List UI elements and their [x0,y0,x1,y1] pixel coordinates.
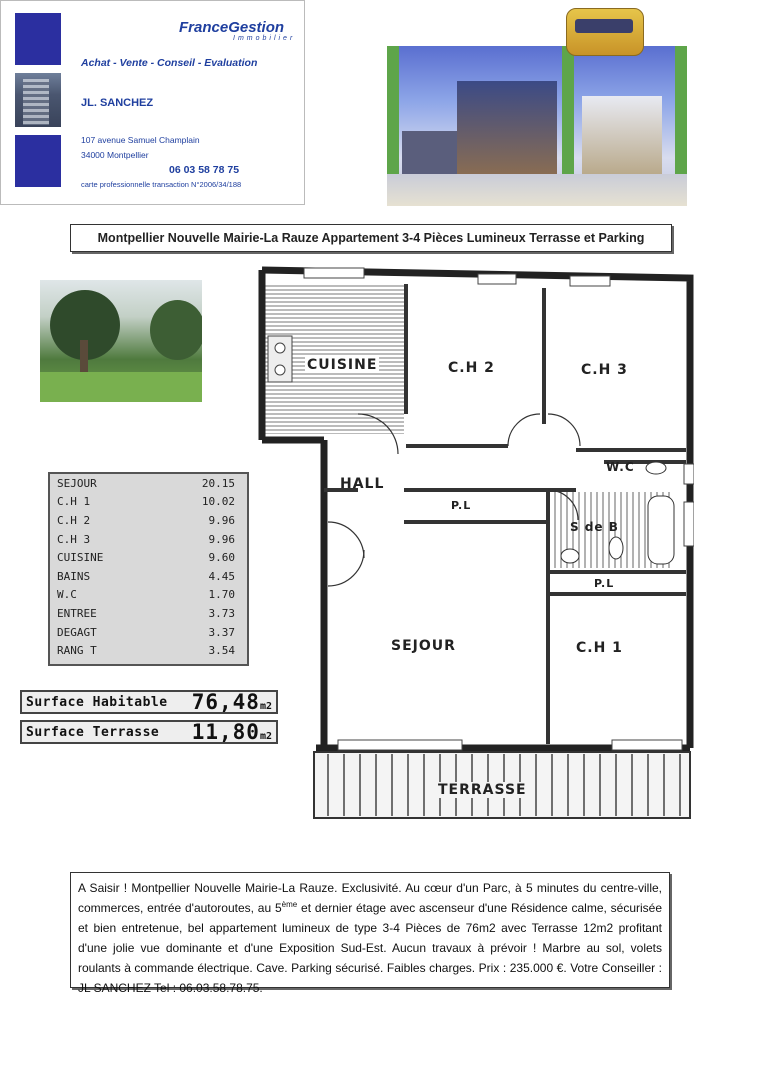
surface-habitable-value: 76,48 [191,690,260,714]
company-logo-sub: Immobilier [233,35,296,42]
floor-plan [258,264,694,822]
surface-unit: m2 [259,701,272,712]
company-logo: FranceGestion [179,19,285,36]
address-line1: 107 avenue Samuel Champlain [81,135,200,145]
surface-terrasse-label: Surface Terrasse [26,724,160,740]
table-row: DEGAGT 3.37 [57,625,235,639]
business-card [0,0,305,205]
listing-description: A Saisir ! Montpellier Nouvelle Mairie-La Rauze. Exclusivité. Au cœur d'un Parc, à 5 minutes du centre-ville, commerces, entrée d'autoroutes, au 5ème et dernier étage avec ascenseur d'une Résidence calme, sécurisée et bien entretenue, bel appartement lumineux de type 3-4 Pièces de 76m2 avec Terrasse 12m2 profitant d'une jolie vue dominante et d'une Exposition Sud-Est. Aucun travaux à prévoir ! Marbre au sol, volets roulants à commande électrique. Cave. Parking sécurisé. Faibles charges. Prix : 235.000 €. Votre Conseiller : JL SANCHEZ Tel : 06.03.58.78.75. [70,872,670,988]
table-row: SEJOUR 20.15 [57,476,235,490]
table-row: C.H 1 10.02 [57,495,235,509]
room-areas-table [48,472,249,666]
listing-title: Montpellier Nouvelle Mairie-La Rauze Appartement 3-4 Pièces Lumineux Terrasse et Parking [70,224,672,252]
plan-label-ch3: C.H 3 [581,362,628,378]
surface-habitable-box [20,690,278,714]
plan-label-sejour: SEJOUR [391,638,456,654]
table-row: W.C 1.70 [57,588,235,602]
surface-terrasse-box [20,720,278,744]
tram-illustration [566,8,644,56]
surface-unit: m2 [259,731,272,742]
plan-label-pl2: P.L [594,577,615,590]
license-number: carte professionnelle transaction N°2006/34/188 [81,180,242,189]
table-row: ENTREE 3.73 [57,606,235,620]
agent-name: JL. SANCHEZ [81,97,154,109]
surface-terrasse-value: 11,80 [191,720,260,744]
table-row: RANG T 3.54 [57,644,235,658]
plan-label-ch2: C.H 2 [448,360,495,376]
address-line2: 34000 Montpellier [81,150,149,160]
card-building-photo [15,73,61,127]
table-row: CUISINE 9.60 [57,551,235,565]
plan-label-wc: W.C [606,460,635,474]
plan-label-cuisine: CUISINE [307,357,378,373]
table-row: C.H 2 9.96 [57,513,235,527]
card-blue-block-bottom [15,135,61,187]
table-row: BAINS 4.45 [57,569,235,583]
card-tagline: Achat - Vente - Conseil - Evaluation [81,57,258,69]
plan-label-sdb: S de B [570,520,619,534]
table-row: C.H 3 9.96 [57,532,235,546]
card-blue-block-top [15,13,61,65]
plan-label-hall: HALL [340,476,385,492]
plan-label-terrasse: TERRASSE [438,782,527,798]
plan-label-pl1: P.L [451,499,472,512]
agent-phone: 06 03 58 78 75 [169,164,240,176]
park-photo [40,280,202,402]
floor-plan-drawing [258,264,694,822]
plan-label-ch1: C.H 1 [576,640,623,656]
surface-habitable-label: Surface Habitable [26,694,168,710]
city-illustration [387,46,687,206]
